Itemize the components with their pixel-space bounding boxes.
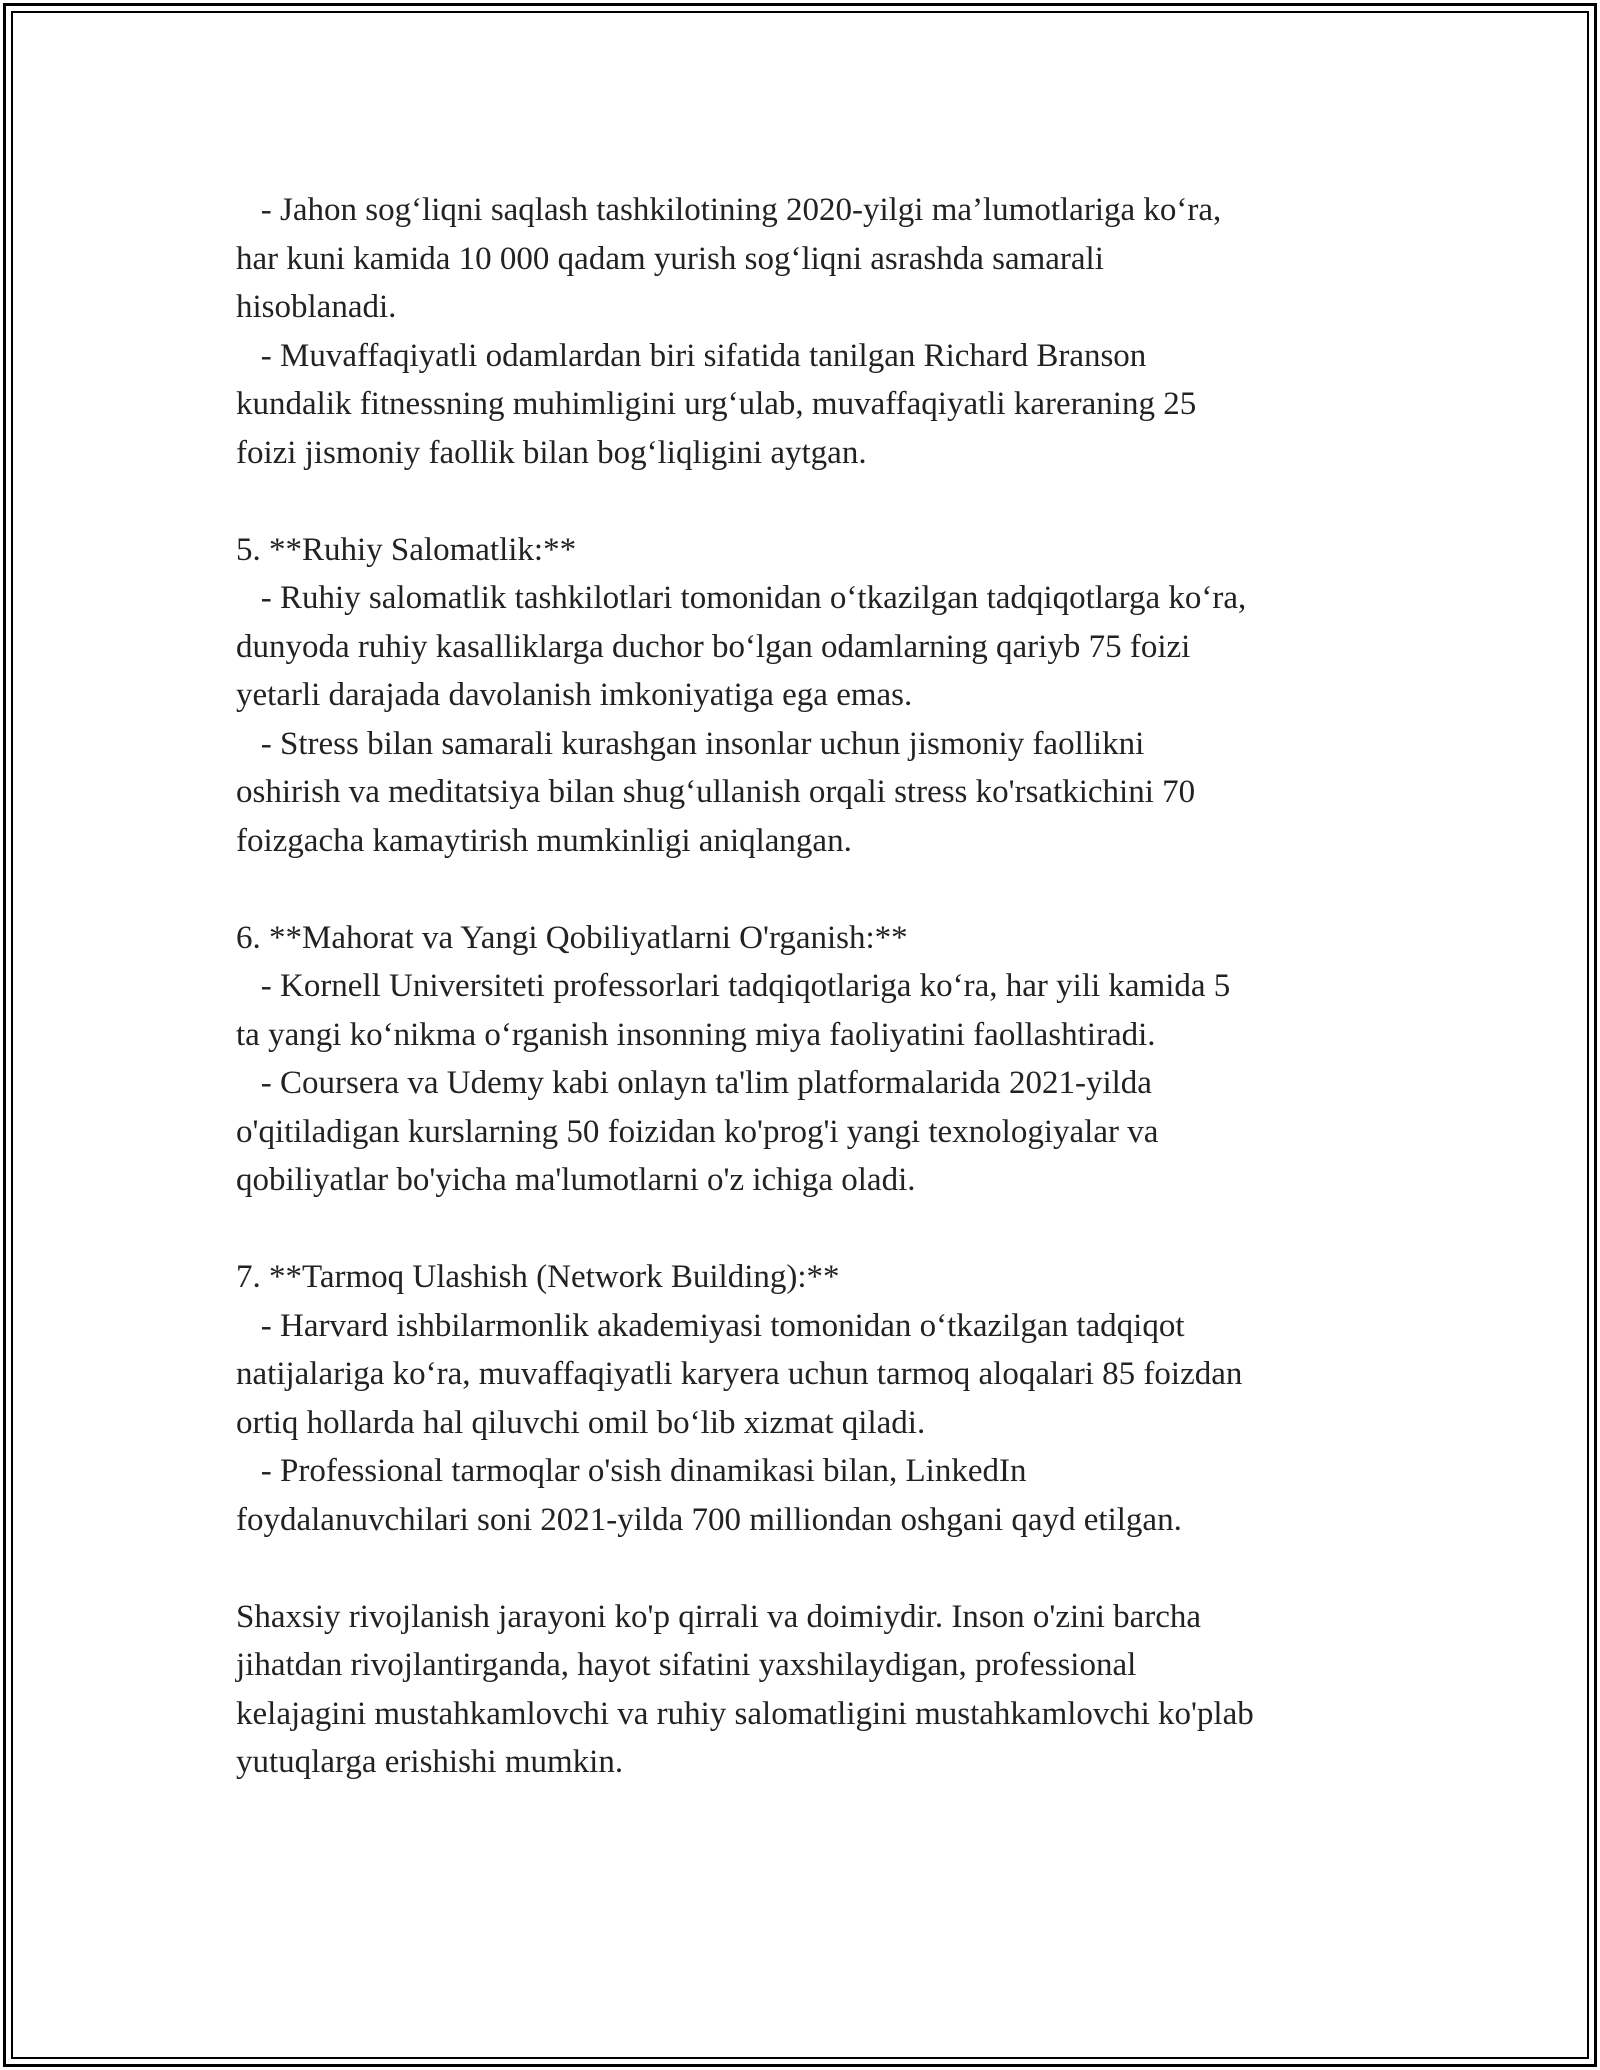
paragraph-gap: [236, 477, 1386, 526]
section-5-heading: [236, 526, 1386, 575]
text-line: hisoblanadi.: [236, 289, 397, 325]
text-line: - Ruhiy salomatlik tashkilotlari tomonidan o‘tkazilgan tadqiqotlarga ko‘ra,: [236, 580, 1247, 616]
text-line: ortiq hollarda hal qiluvchi omil bo‘lib xizmat qiladi.: [236, 1404, 926, 1441]
document-body: [236, 186, 1386, 1787]
text-line: - Stress bilan samarali kurashgan insonlar uchun jismoniy faollikni: [236, 725, 1145, 762]
text-line: foydalanuvchilari soni 2021-yilda 700 milliondan oshgani qayd etilgan.: [236, 1501, 1182, 1538]
text-line: har kuni kamida 10 000 qadam yurish sog‘liqni asrashda samarali: [236, 240, 1104, 277]
text-line: - Jahon sog‘liqni saqlash tashkilotining 2020-yilgi ma’lumotlariga ko‘ra,: [236, 192, 1222, 228]
text-line: - Kornell Universiteti professorlari tadqiqotlariga ko‘ra, har yili kamida 5: [236, 968, 1231, 1004]
text-line: jihatdan rivojlantirganda, hayot sifatini yaxshilaydigan, professional: [236, 1647, 1137, 1683]
bullet-stress: [236, 720, 1386, 866]
bullet-walking: [236, 186, 1386, 332]
bullet-coursera: [236, 1059, 1386, 1205]
text-line: foizi jismoniy faollik bilan bog‘liqligini aytgan.: [236, 434, 867, 471]
paragraph-gap: [236, 865, 1386, 914]
section-heading-text: 7. **Tarmoq Ulashish (Network Building):**: [236, 1259, 840, 1295]
text-line: o'qitiladigan kurslarning 50 foizidan ko'prog'i yangi texnologiyalar va: [236, 1113, 1159, 1150]
bullet-branson: [236, 332, 1386, 478]
bullet-linkedin: [236, 1447, 1386, 1544]
text-line: Shaxsiy rivojlanish jarayoni ko'p qirrali va doimiydir. Inson o'zini barcha: [236, 1598, 1202, 1635]
text-line: yetarli darajada davolanish imkoniyatiga ega emas.: [236, 677, 913, 713]
text-line: ta yangi ko‘nikma o‘rganish insonning miya faoliyatini faollashtiradi.: [236, 1016, 1156, 1053]
conclusion-paragraph: [236, 1593, 1386, 1787]
section-heading-text: 5. **Ruhiy Salomatlik:**: [236, 531, 577, 568]
text-line: - Coursera va Udemy kabi onlayn ta'lim platformalarida 2021-yilda: [236, 1065, 1152, 1101]
bullet-mental-health-orgs: [236, 574, 1386, 720]
text-line: foizgacha kamaytirish mumkinligi aniqlangan.: [236, 822, 852, 859]
paragraph-gap: [236, 1205, 1386, 1254]
text-line: dunyoda ruhiy kasalliklarga duchor bo‘lgan odamlarning qariyb 75 foizi: [236, 628, 1191, 665]
text-line: natijalariga ko‘ra, muvaffaqiyatli karyera uchun tarmoq aloqalari 85 foizdan: [236, 1356, 1243, 1392]
text-line: qobiliyatlar bo'yicha ma'lumotlarni o'z ichiga oladi.: [236, 1162, 916, 1198]
text-line: kelajagini mustahkamlovchi va ruhiy salomatligini mustahkamlovchi ko'plab: [236, 1695, 1254, 1732]
paragraph-gap: [236, 1544, 1386, 1593]
bullet-cornell: [236, 962, 1386, 1059]
section-6-heading: [236, 914, 1386, 963]
text-line: - Muvaffaqiyatli odamlardan biri sifatida tanilgan Richard Branson: [236, 337, 1147, 374]
text-line: - Professional tarmoqlar o'sish dinamikasi bilan, LinkedIn: [236, 1453, 1027, 1489]
text-line: oshirish va meditatsiya bilan shug‘ullanish orqali stress ko'rsatkichini 70: [236, 774, 1196, 810]
text-line: kundalik fitnessning muhimligini urg‘ulab, muvaffaqiyatli kareraning 25: [236, 386, 1197, 422]
text-line: yutuqlarga erishishi mumkin.: [236, 1744, 624, 1780]
section-7-heading: [236, 1253, 1386, 1302]
text-line: - Harvard ishbilarmonlik akademiyasi tomonidan o‘tkazilgan tadqiqot: [236, 1307, 1185, 1344]
bullet-harvard: [236, 1302, 1386, 1448]
section-heading-text: 6. **Mahorat va Yangi Qobiliyatlarni O'rganish:**: [236, 919, 908, 956]
